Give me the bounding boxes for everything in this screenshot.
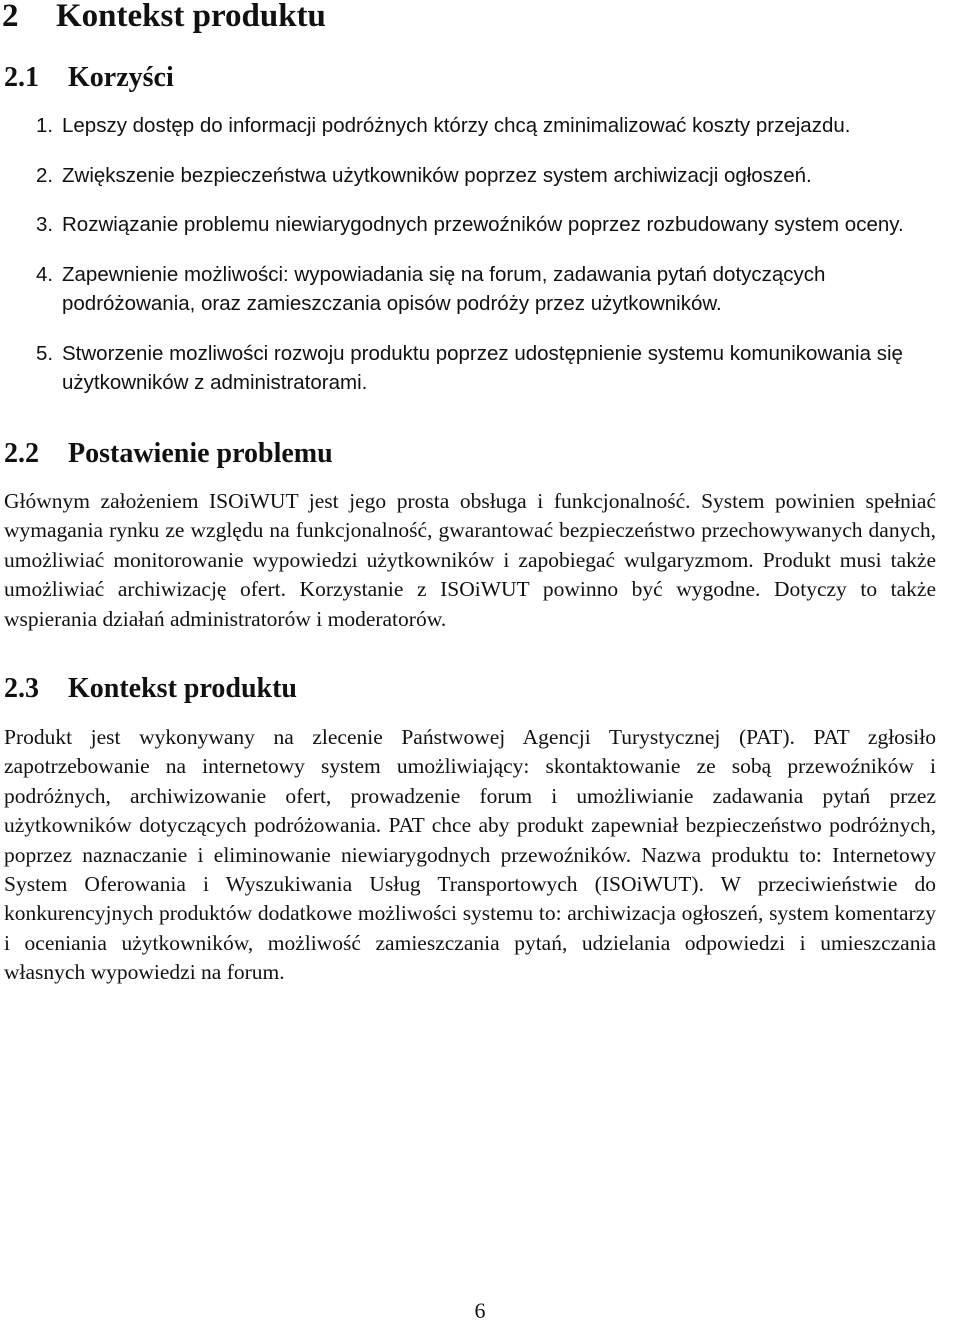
paragraph-context: Produkt jest wykonywany na zlecenie Państwowej Agencji Turystycznej (PAT). PAT zgłosiło zapotrzebowanie na internetowy system umożliwiający: skontaktowanie ze sobą przewoźników i podróżnych, archiwizowanie ofert, prowadzenie forum i umożliwianie zadawania pytań przez użytkowników dotyczących podróżowania. PAT chce aby produkt zapewniał bezpieczeństwo podróżnych, poprzez naznaczanie i eliminowanie niewiarygodnych przewoźników. Nazwa produktu to: Internetowy System Oferowania i Wyszukiwania Usług Transportowych (ISOiWUT). W przeciwieństwie do konkurencyjnych produktów dodatkowe możliwości systemu to: archiwizacja ogłoszeń, system komentarzy i oceniania użytkowników, możliwość zamieszczania pytań, udzielania odpowiedzi i umieszczania własnych wypowiedzi na forum. — [4, 725, 936, 985]
section-number: 2.1 — [4, 62, 39, 93]
list-item-number: 5. — [36, 341, 54, 365]
section-title: Kontekst produktu — [68, 673, 298, 704]
section-number: 2.3 — [4, 673, 39, 704]
section-heading-problem — [4, 436, 333, 472]
section-title: Korzyści — [68, 62, 174, 93]
list-item — [0, 339, 936, 398]
list-item-text: Zwiększenie bezpieczeństwa użytkowników poprzez system archiwizacji ogłoszeń. — [62, 163, 812, 187]
chapter-number: 2 — [2, 0, 19, 34]
list-item-text: Lepszy dostęp do informacji podróżnych którzy chcą zminimalizować koszty przejazdu. — [62, 114, 851, 137]
list-item-number: 3. — [36, 213, 54, 236]
list-item-number: 4. — [36, 262, 54, 286]
section-number: 2.2 — [4, 438, 39, 469]
page-number: 6 — [474, 1298, 486, 1323]
list-item-text: Rozwiązanie problemu niewiarygodnych przewoźników poprzez rozbudowany system oceny. — [62, 213, 904, 236]
chapter-heading — [2, 0, 326, 38]
section-heading-benefits — [4, 60, 174, 96]
section-heading-context — [4, 671, 297, 707]
list-item-number: 2. — [36, 163, 54, 187]
list-item — [0, 260, 936, 319]
list-item — [0, 111, 936, 141]
section-title: Postawienie problemu — [68, 438, 333, 469]
list-item-text: Stworzenie mozliwości rozwoju produktu poprzez udostępnienie systemu komunikowania się użytkowników z administratorami. — [62, 341, 903, 394]
benefits-list — [0, 111, 936, 418]
list-item-number: 1. — [36, 114, 54, 137]
chapter-title: Kontekst produktu — [56, 0, 326, 34]
list-item-text: Zapewnienie możliwości: wypowiadania się na forum, zadawania pytań dotyczących podróżowania, oraz zamieszczania opisów podróży przez użytkowników. — [62, 262, 826, 315]
list-item — [0, 161, 936, 191]
list-item — [0, 210, 936, 240]
paragraph-problem: Głównym założeniem ISOiWUT jest jego prosta obsługa i funkcjonalność. System powinien spełniać wymagania rynku ze względu na funkcjonalność, gwarantować bezpieczeństwo przechowywanych danych, umożliwiać monitorowanie wypowiedzi użytkowników i zapobiegać wulgaryzmom. Produkt musi także umożliwiać archiwizację ofert. Korzystanie z ISOiWUT powinno być wygodne. Dotyczy to także wspierania działań administratorów i moderatorów. — [4, 489, 936, 631]
